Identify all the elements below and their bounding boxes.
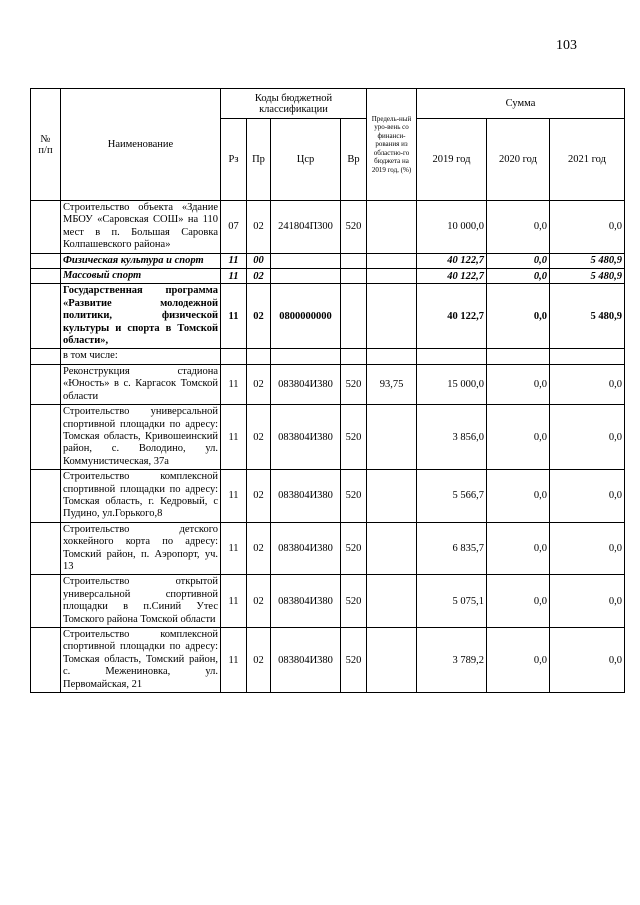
header-num: № п/п	[31, 89, 61, 201]
cell-csr: 083804И380	[271, 405, 341, 470]
cell-csr: 083804И380	[271, 575, 341, 628]
cell-pr: 02	[247, 522, 271, 575]
cell-num	[31, 349, 61, 364]
cell-pr: 02	[247, 201, 271, 254]
table-row	[31, 349, 625, 364]
cell-y2020: 0,0	[487, 405, 550, 470]
cell-pr: 02	[247, 364, 271, 404]
cell-y2021: 0,0	[550, 201, 625, 254]
cell-y2020: 0,0	[487, 470, 550, 523]
cell-num	[31, 284, 61, 349]
cell-rz: 11	[221, 364, 247, 404]
cell-name: Государственная программа «Развитие молодежной политики, физической культуры и спорта в Томской области»,	[61, 284, 221, 349]
cell-name: Строительство объекта «Здание МБОУ «Саровская СОШ» на 110 мест в п. Большая Саровка Колпашевского района»	[61, 201, 221, 254]
header-sum-group: Сумма	[417, 89, 625, 119]
cell-num	[31, 201, 61, 254]
cell-num	[31, 575, 61, 628]
cell-y2020: 0,0	[487, 575, 550, 628]
cell-rz: 11	[221, 405, 247, 470]
cell-y2019: 40 122,7	[417, 269, 487, 284]
cell-pct	[367, 349, 417, 364]
cell-y2019: 6 835,7	[417, 522, 487, 575]
header-rz: Рз	[221, 119, 247, 201]
cell-y2021: 5 480,9	[550, 269, 625, 284]
header-2020: 2020 год	[487, 119, 550, 201]
page-number: 103	[556, 38, 577, 53]
cell-pct	[367, 522, 417, 575]
cell-csr: 0800000000	[271, 284, 341, 349]
cell-num	[31, 364, 61, 404]
cell-rz: 07	[221, 201, 247, 254]
cell-pct	[367, 628, 417, 693]
cell-y2019: 10 000,0	[417, 201, 487, 254]
cell-y2021: 5 480,9	[550, 284, 625, 349]
table-row	[31, 253, 625, 268]
cell-y2021: 0,0	[550, 628, 625, 693]
header-cofinancing-percent: Предель-ный уро-вень со финанси-рования из областно-го бюджета на 2019 год, (%)	[367, 89, 417, 201]
cell-y2020: 0,0	[487, 253, 550, 268]
cell-name: Строительство детского хоккейного корта по адресу: Томский район, п. Аэропорт, уч. 13	[61, 522, 221, 575]
cell-y2020	[487, 349, 550, 364]
cell-y2019: 40 122,7	[417, 253, 487, 268]
cell-pct	[367, 470, 417, 523]
cell-y2020: 0,0	[487, 628, 550, 693]
table-row	[31, 470, 625, 523]
table-row	[31, 201, 625, 254]
cell-pr: 02	[247, 405, 271, 470]
cell-name: Строительство универсальной спортивной площадки по адресу: Томская область, Кривошеинский район, с. Володино, ул. Коммунистическая, 37а	[61, 405, 221, 470]
cell-name: Строительство комплексной спортивной площадки по адресу: Томская область, г. Кедровый, с Пудино, ул.Горького,8	[61, 470, 221, 523]
cell-vr: 520	[341, 405, 367, 470]
cell-num	[31, 253, 61, 268]
cell-csr	[271, 253, 341, 268]
cell-y2020: 0,0	[487, 201, 550, 254]
header-vr: Вр	[341, 119, 367, 201]
cell-pct: 93,75	[367, 364, 417, 404]
cell-rz: 11	[221, 253, 247, 268]
header-pr: Пр	[247, 119, 271, 201]
cell-rz	[221, 349, 247, 364]
table-row	[31, 522, 625, 575]
cell-pr: 02	[247, 628, 271, 693]
header-2021: 2021 год	[550, 119, 625, 201]
cell-pr: 02	[247, 575, 271, 628]
cell-y2021: 0,0	[550, 470, 625, 523]
cell-pct	[367, 269, 417, 284]
cell-y2019: 5 075,1	[417, 575, 487, 628]
cell-rz: 11	[221, 284, 247, 349]
cell-vr	[341, 284, 367, 349]
table-row	[31, 364, 625, 404]
cell-vr: 520	[341, 364, 367, 404]
table-row	[31, 269, 625, 284]
header-name: Наименование	[61, 89, 221, 201]
cell-csr	[271, 269, 341, 284]
cell-pr: 02	[247, 269, 271, 284]
cell-name: Реконструкция стадиона «Юность» в с. Каргасок Томской области	[61, 364, 221, 404]
cell-pr: 00	[247, 253, 271, 268]
cell-rz: 11	[221, 575, 247, 628]
cell-vr	[341, 349, 367, 364]
header-codes-group: Коды бюджетной классификации	[221, 89, 367, 119]
cell-vr	[341, 253, 367, 268]
cell-y2021: 0,0	[550, 364, 625, 404]
cell-pr	[247, 349, 271, 364]
cell-y2019: 3 856,0	[417, 405, 487, 470]
cell-vr: 520	[341, 470, 367, 523]
cell-y2019: 5 566,7	[417, 470, 487, 523]
cell-csr: 083804И380	[271, 364, 341, 404]
cell-rz: 11	[221, 269, 247, 284]
cell-rz: 11	[221, 522, 247, 575]
cell-num	[31, 405, 61, 470]
cell-csr	[271, 349, 341, 364]
cell-y2021: 5 480,9	[550, 253, 625, 268]
cell-y2020: 0,0	[487, 269, 550, 284]
cell-num	[31, 470, 61, 523]
cell-vr: 520	[341, 522, 367, 575]
cell-y2021: 0,0	[550, 575, 625, 628]
cell-y2020: 0,0	[487, 364, 550, 404]
cell-pct	[367, 405, 417, 470]
cell-pct	[367, 575, 417, 628]
budget-table	[30, 88, 625, 693]
cell-num	[31, 628, 61, 693]
cell-y2020: 0,0	[487, 284, 550, 349]
cell-csr: 083804И380	[271, 470, 341, 523]
cell-pr: 02	[247, 470, 271, 523]
table-row	[31, 575, 625, 628]
cell-name: Массовый спорт	[61, 269, 221, 284]
cell-pct	[367, 284, 417, 349]
cell-pr: 02	[247, 284, 271, 349]
header-csr: Цср	[271, 119, 341, 201]
cell-csr: 083804И380	[271, 522, 341, 575]
cell-vr: 520	[341, 575, 367, 628]
cell-y2019: 15 000,0	[417, 364, 487, 404]
cell-y2021	[550, 349, 625, 364]
cell-name: Физическая культура и спорт	[61, 253, 221, 268]
cell-vr: 520	[341, 628, 367, 693]
cell-vr	[341, 269, 367, 284]
table-row	[31, 628, 625, 693]
cell-y2021: 0,0	[550, 405, 625, 470]
cell-name: в том числе:	[61, 349, 221, 364]
cell-name: Строительство комплексной спортивной площадки по адресу: Томская область, Томский район, с. Межениновка, ул. Первомайская, 21	[61, 628, 221, 693]
cell-rz: 11	[221, 470, 247, 523]
cell-pct	[367, 253, 417, 268]
cell-num	[31, 269, 61, 284]
cell-y2019: 40 122,7	[417, 284, 487, 349]
cell-csr: 083804И380	[271, 628, 341, 693]
cell-csr: 241804П300	[271, 201, 341, 254]
cell-y2019	[417, 349, 487, 364]
cell-y2021: 0,0	[550, 522, 625, 575]
cell-y2020: 0,0	[487, 522, 550, 575]
cell-name: Строительство открытой универсальной спортивной площадки в п.Синий Утес Томского района Томской области	[61, 575, 221, 628]
cell-y2019: 3 789,2	[417, 628, 487, 693]
cell-vr: 520	[341, 201, 367, 254]
table-row	[31, 405, 625, 470]
table-row	[31, 284, 625, 349]
cell-rz: 11	[221, 628, 247, 693]
cell-num	[31, 522, 61, 575]
cell-pct	[367, 201, 417, 254]
header-2019: 2019 год	[417, 119, 487, 201]
